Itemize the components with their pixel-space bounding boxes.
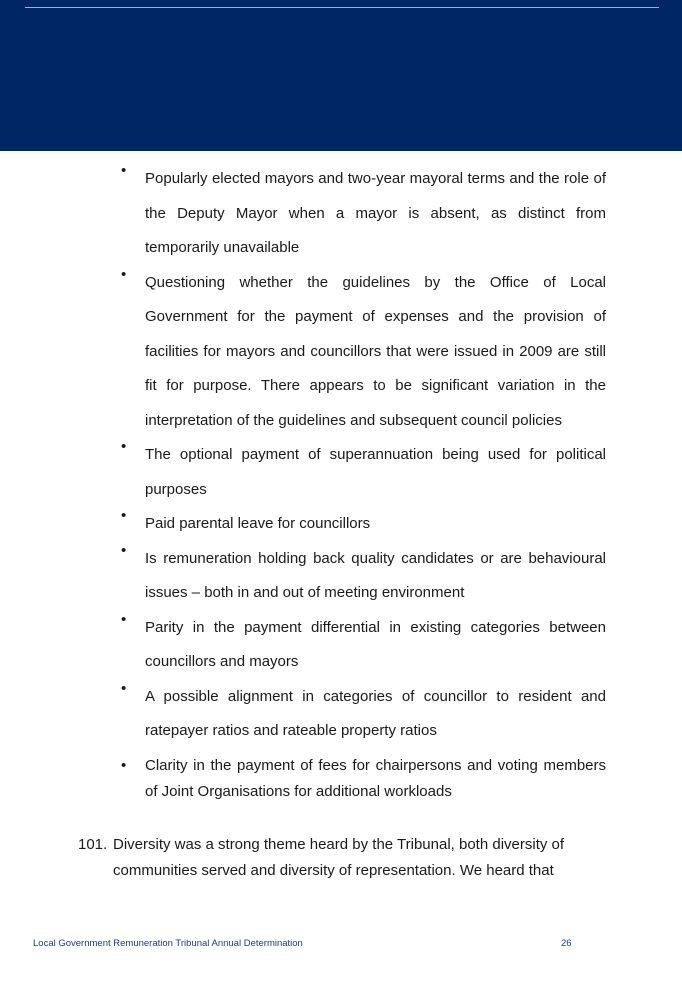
list-item <box>0 611 682 680</box>
bullet-icon: • <box>121 541 127 559</box>
list-item <box>0 542 682 611</box>
bullet-icon: • <box>121 610 127 628</box>
page-number: 26 <box>561 938 572 949</box>
header-divider <box>25 7 659 8</box>
bullet-icon: • <box>121 162 127 179</box>
list-item-text: Popularly elected mayors and two-year mayoral terms and the role of the Deputy Mayor when a mayor is absent, as distinct from temporarily unavailable <box>145 170 606 256</box>
numbered-paragraph <box>0 832 682 883</box>
list-item <box>0 507 682 542</box>
list-item <box>0 162 682 266</box>
list-item-text: A possible alignment in categories of councillor to resident and ratepayer ratios and rateable property ratios <box>145 687 606 739</box>
bullet-icon: • <box>121 265 127 283</box>
list-item-text: Is remuneration holding back quality candidates or are behavioural issues – both in and out of meeting environment <box>145 549 606 601</box>
bullet-icon: • <box>121 507 127 524</box>
list-item-text: Parity in the payment differential in existing categories between councillors and mayors <box>145 618 606 670</box>
list-item-text: The optional payment of superannuation being used for political purposes <box>145 446 606 498</box>
list-item-text: Clarity in the payment of fees for chairpersons and voting members of Joint Organisations for additional workloads <box>145 756 606 800</box>
bullet-icon: • <box>121 756 127 774</box>
bullet-list <box>0 162 682 805</box>
list-item <box>0 266 682 439</box>
list-item-text: Questioning whether the guidelines by the Office of Local Government for the payment of expenses and the provision of facilities for mayors and councillors that were issued in 2009 are still fit for purpose. There appears to be significant variation in the interpretation of the guidelines and subsequent council policies <box>145 273 606 429</box>
list-item <box>0 749 682 805</box>
paragraph-text: Diversity was a strong theme heard by the Tribunal, both diversity of communities served and diversity of representation. We heard that <box>113 836 565 879</box>
bullet-icon: • <box>121 438 127 455</box>
list-item <box>0 438 682 507</box>
list-item-text: Paid parental leave for councillors <box>145 515 371 532</box>
footer-title: Local Government Remuneration Tribunal Annual Determination <box>33 938 303 949</box>
paragraph-number: 101. <box>78 836 108 853</box>
bullet-icon: • <box>121 679 127 697</box>
list-item <box>0 680 682 749</box>
header-band <box>0 0 682 151</box>
